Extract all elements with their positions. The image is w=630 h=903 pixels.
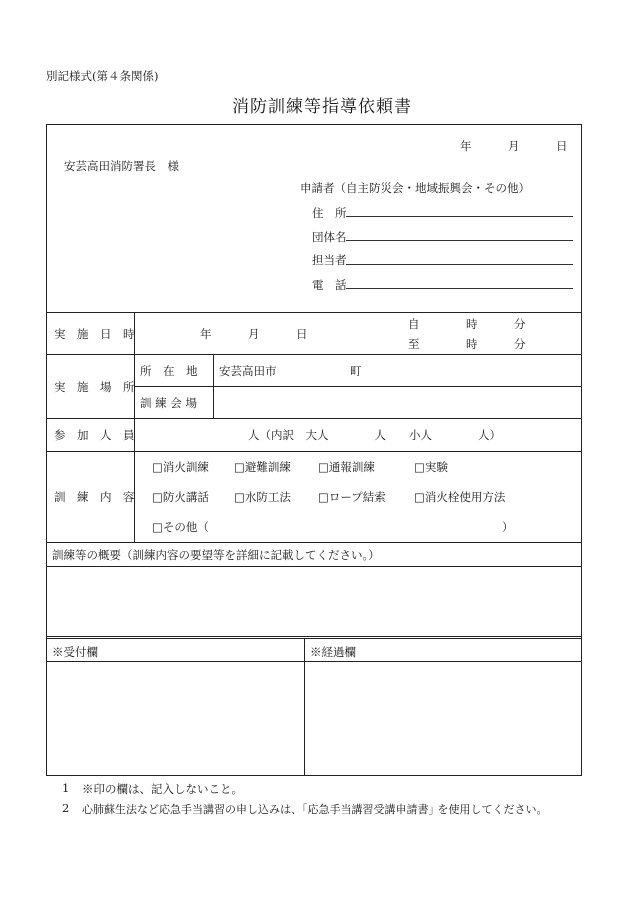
row-divider xyxy=(46,661,582,662)
schedule-day: 日 xyxy=(296,327,308,341)
schedule-label: 実 施 日 時 xyxy=(54,327,135,341)
schedule-to-minute: 分 xyxy=(514,337,526,351)
location-town: 町 xyxy=(350,364,362,378)
location-city: 安芸高田市 xyxy=(219,364,277,378)
phone-field[interactable] xyxy=(346,288,573,289)
row-divider xyxy=(134,386,582,387)
addressee: 安芸高田消防署長 様 xyxy=(64,159,179,173)
schedule-month: 月 xyxy=(248,327,260,341)
group-name-label: 団体名 xyxy=(312,230,347,244)
contact-person-label: 担当者 xyxy=(312,253,347,267)
row-divider xyxy=(46,354,582,355)
checkbox-flood-control[interactable]: □水防工法 xyxy=(234,490,291,504)
venue-label: 訓 練 会 場 xyxy=(140,396,197,410)
checkbox-experiment[interactable]: □実験 xyxy=(414,460,448,474)
row-divider xyxy=(46,636,582,637)
form-frame xyxy=(46,124,582,776)
note-number: 1 xyxy=(62,781,70,795)
row-divider xyxy=(46,451,582,452)
date-year: 年 xyxy=(460,139,472,153)
contact-person-field[interactable] xyxy=(346,264,573,265)
place-label: 実 施 場 所 xyxy=(54,380,135,394)
checkbox-reporting[interactable]: □通報訓練 xyxy=(318,460,375,474)
schedule-from-minute: 分 xyxy=(514,317,526,331)
row-divider xyxy=(46,418,582,419)
address-label: 住 所 xyxy=(312,206,347,220)
participants-breakdown: 人（内訳 大人 人 小人 人） xyxy=(248,428,501,442)
participants-label: 参 加 人 員 xyxy=(54,428,135,442)
checkbox-fire-prevention-talk[interactable]: □防火講話 xyxy=(152,490,209,504)
other-close-paren: ） xyxy=(502,520,514,534)
row-divider xyxy=(46,566,582,567)
schedule-year: 年 xyxy=(200,327,212,341)
note-text: 心肺蘇生法など応急手当講習の申し込みは、｢応急手当講習受講申請書｣ を使用してください。 xyxy=(82,803,548,816)
address-field[interactable] xyxy=(346,216,573,217)
checkbox-rope-tying[interactable]: □ロープ結索 xyxy=(318,490,386,504)
note-number: 2 xyxy=(62,801,70,815)
row-divider xyxy=(46,312,582,313)
phone-label: 電 話 xyxy=(312,278,347,292)
schedule-from: 自 xyxy=(408,317,420,331)
row-divider xyxy=(46,638,582,639)
document-title: 消防訓練等指導依頼書 xyxy=(232,97,412,117)
progress-label: ※経過欄 xyxy=(310,645,356,659)
checkbox-fire-extinguishing[interactable]: □消火訓練 xyxy=(152,460,209,474)
row-divider xyxy=(46,542,582,543)
schedule-from-hour: 時 xyxy=(466,317,478,331)
reception-label: ※受付欄 xyxy=(52,645,98,659)
overview-label: 訓練等の概要（訓練内容の要望等を詳細に記載してください。） xyxy=(52,548,380,562)
note-text: ※印の欄は、記入しないこと。 xyxy=(82,782,243,796)
checkbox-evacuation[interactable]: □避難訓練 xyxy=(234,460,291,474)
date-day: 日 xyxy=(556,139,568,153)
overview-field[interactable] xyxy=(48,568,580,634)
location-label: 所 在 地 xyxy=(140,364,198,378)
group-name-field[interactable] xyxy=(346,240,573,241)
date-month: 月 xyxy=(508,139,520,153)
column-divider xyxy=(213,354,214,418)
training-label: 訓 練 内 容 xyxy=(54,490,135,504)
schedule-to-hour: 時 xyxy=(466,337,478,351)
form-reference: 別記様式(第４条関係) xyxy=(46,69,159,83)
checkbox-other[interactable]: □その他（ xyxy=(152,520,209,534)
checkbox-hydrant-usage[interactable]: □消火栓使用方法 xyxy=(414,490,506,504)
schedule-to: 至 xyxy=(408,337,420,351)
column-divider xyxy=(304,638,305,776)
applicant-label: 申請者（自主防災会・地域振興会・その他） xyxy=(300,181,530,195)
